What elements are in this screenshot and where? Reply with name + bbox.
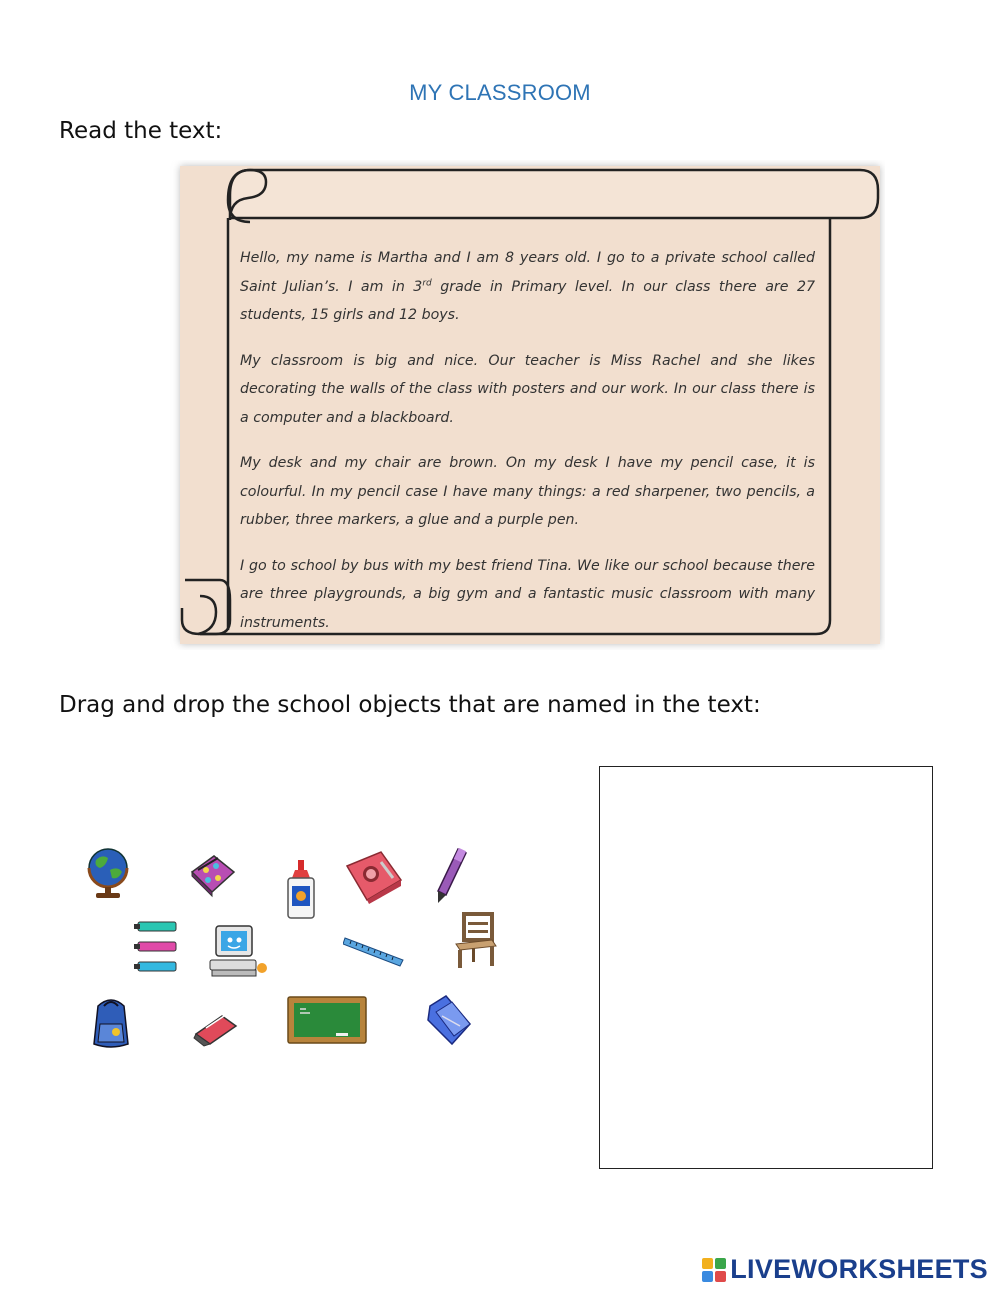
blackboard-object[interactable] — [286, 995, 368, 1045]
paragraph-3: My desk and my chair are brown. On my desk I have my pencil case, it is colourful. In my pencil case I have many things: a red sharpener, two pencils, a rubber, three markers, a glue and a purple pen. — [240, 455, 815, 528]
paragraph-4: I go to school by bus with my best friend Tina. We like our school because there are three playgrounds, a big gym and a fantastic music classroom with many instruments. — [240, 557, 815, 631]
paragraph-1-text-end: grade in Primary level. In our class there are 27 students, 15 girls and 12 boys. — [240, 278, 815, 323]
chair-object[interactable] — [450, 910, 502, 970]
globe-object[interactable] — [84, 846, 132, 900]
backpack-object[interactable] — [86, 996, 136, 1050]
brand-footer[interactable] — [702, 1254, 988, 1285]
paragraph-1-text: Hello, my name is Martha and I am 8 years old. I go to a private school called Saint Julian’s. I am in 3 — [240, 250, 815, 295]
liveworksheets-logo-icon — [702, 1258, 726, 1282]
brand-name: LIVEWORKSHEETS — [730, 1254, 988, 1284]
pencil-case-object[interactable] — [188, 850, 238, 898]
reading-text — [240, 244, 815, 654]
reading-scroll — [170, 160, 885, 650]
paragraph-2: My classroom is big and nice. Our teacher is Miss Rachel and she likes decorating the walls of the class with posters and our work. In our class there is a computer and a blackboard. — [240, 352, 815, 426]
folder-object[interactable] — [424, 992, 476, 1048]
markers-object[interactable] — [132, 918, 182, 978]
pen-object[interactable] — [432, 845, 472, 905]
read-instruction: Read the text: — [59, 118, 223, 144]
glue-object[interactable] — [284, 858, 318, 920]
drop-zone[interactable] — [599, 766, 933, 1169]
paragraph-1 — [240, 244, 815, 330]
ordinal-suffix: rd — [422, 277, 432, 288]
ruler-object[interactable] — [343, 932, 405, 968]
rubber-object[interactable] — [192, 1012, 240, 1048]
sharpener-object[interactable] — [341, 848, 407, 906]
computer-object[interactable] — [206, 922, 270, 980]
page-title: MY CLASSROOM — [409, 80, 591, 105]
drag-instruction: Drag and drop the school objects that are named in the text: — [59, 692, 761, 718]
